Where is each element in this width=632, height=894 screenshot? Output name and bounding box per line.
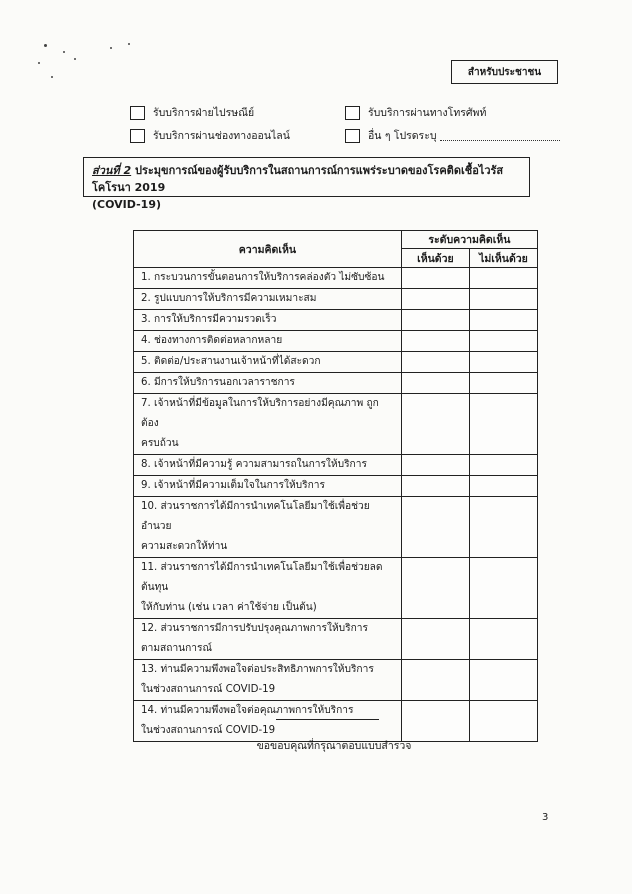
agree-cell[interactable] — [401, 394, 469, 455]
question-cell — [134, 660, 402, 701]
section-heading — [83, 157, 530, 211]
question-cell — [134, 289, 402, 310]
question-cell — [134, 619, 402, 660]
question-text: 10. ส่วนราชการได้มีการนำเทคโนโลยีมาใช้เพื่อช่วยอำนวย — [141, 501, 370, 532]
question-cell — [134, 268, 402, 289]
table-row — [134, 373, 538, 394]
table-row — [134, 331, 538, 352]
channel-label: รับบริการผ่านช่องทางออนไลน์ — [153, 130, 290, 142]
question-text: 8. เจ้าหน้าที่มีความรู้ ความสามารถในการให้บริการ — [141, 459, 367, 470]
other-specify-line[interactable] — [440, 130, 560, 141]
question-text: 3. การให้บริการมีความรวดเร็ว — [141, 314, 277, 325]
question-text: ครบถ้วน — [141, 438, 179, 449]
section-title: ประมุขการณ์ของผู้รับบริการในสถานการณ์การแพร่ระบาดของโรคติดเชื้อไวรัสโคโรนา 2019 — [92, 164, 504, 194]
question-text: 2. รูปแบบการให้บริการมีความเหมาะสม — [141, 293, 317, 304]
agree-header: เห็นด้วย — [401, 249, 469, 268]
section-label: ส่วนที่ 2 — [92, 164, 132, 177]
level-header: ระดับความคิดเห็น — [401, 231, 537, 249]
agree-cell[interactable] — [401, 289, 469, 310]
question-cell — [134, 558, 402, 619]
question-text: 13. ท่านมีความพึงพอใจต่อประสิทธิภาพการให้บริการ — [141, 664, 374, 675]
divider-line — [276, 719, 379, 720]
thanks-text: ขอขอบคุณที่กรุณาตอบแบบสำรวจ — [256, 740, 412, 752]
table-row — [134, 268, 538, 289]
disagree-cell[interactable] — [469, 331, 537, 352]
agree-cell[interactable] — [401, 268, 469, 289]
question-text: 14. ท่านมีความพึงพอใจต่อคุณภาพการให้บริการ — [141, 705, 354, 716]
question-cell — [134, 455, 402, 476]
agree-cell[interactable] — [401, 701, 469, 742]
table-row — [134, 394, 538, 455]
disagree-cell[interactable] — [469, 268, 537, 289]
question-text: 7. เจ้าหน้าที่มีข้อมูลในการให้บริการอย่างมีคุณภาพ ถูกต้อง — [141, 398, 379, 429]
question-text: 6. มีการให้บริการนอกเวลาราชการ — [141, 377, 295, 388]
question-text: ให้กับท่าน (เช่น เวลา ค่าใช้จ่าย เป็นต้น) — [141, 602, 317, 613]
agree-cell[interactable] — [401, 455, 469, 476]
question-text: ตามสถานการณ์ — [141, 643, 212, 654]
question-text: 11. ส่วนราชการได้มีการนำเทคโนโลยีมาใช้เพื่อช่วยลดต้นทุน — [141, 562, 383, 593]
disagree-cell[interactable] — [469, 701, 537, 742]
agree-cell[interactable] — [401, 310, 469, 331]
opinion-table — [133, 230, 538, 742]
disagree-cell[interactable] — [469, 352, 537, 373]
table-row — [134, 310, 538, 331]
disagree-cell[interactable] — [469, 619, 537, 660]
table-row — [134, 558, 538, 619]
question-text: ในช่วงสถานการณ์ COVID-19 — [141, 725, 276, 736]
question-cell — [134, 497, 402, 558]
table-row — [134, 289, 538, 310]
scan-speck — [38, 62, 40, 64]
question-text: 5. ติดต่อ/ประสานงานเจ้าหน้าที่ได้สะดวก — [141, 356, 321, 367]
question-text: 9. เจ้าหน้าที่มีความเต็มใจในการให้บริการ — [141, 480, 325, 491]
scan-speck — [74, 58, 76, 60]
checkbox[interactable] — [130, 106, 145, 120]
agree-cell[interactable] — [401, 476, 469, 497]
question-text: 4. ช่องทางการติดต่อหลากหลาย — [141, 335, 283, 346]
channel-label: อื่น ๆ โปรดระบุ — [368, 130, 437, 142]
agree-cell[interactable] — [401, 619, 469, 660]
channel-option-phone[interactable] — [345, 104, 486, 121]
disagree-cell[interactable] — [469, 394, 537, 455]
disagree-cell[interactable] — [469, 476, 537, 497]
disagree-cell[interactable] — [469, 558, 537, 619]
table-row — [134, 701, 538, 742]
disagree-cell[interactable] — [469, 289, 537, 310]
channel-label: รับบริการฝ่ายไปรษณีย์ — [153, 107, 255, 119]
disagree-cell[interactable] — [469, 373, 537, 394]
disagree-header: ไม่เห็นด้วย — [469, 249, 537, 268]
question-cell — [134, 394, 402, 455]
channel-option-other[interactable] — [345, 127, 560, 144]
agree-cell[interactable] — [401, 352, 469, 373]
question-text: ความสะดวกให้ท่าน — [141, 541, 228, 552]
table-row — [134, 497, 538, 558]
checkbox[interactable] — [130, 129, 145, 143]
question-cell — [134, 310, 402, 331]
question-text: ในช่วงสถานการณ์ COVID-19 — [141, 684, 276, 695]
disagree-cell[interactable] — [469, 660, 537, 701]
opinion-header: ความคิดเห็น — [134, 231, 402, 268]
audience-label: สำหรับประชาชน — [467, 66, 542, 78]
question-text: 12. ส่วนราชการมีการปรับปรุงคุณภาพการให้บริการ — [141, 623, 368, 634]
question-cell — [134, 701, 402, 742]
channel-label: รับบริการผ่านทางโทรศัพท์ — [368, 107, 487, 119]
scan-speck — [44, 44, 47, 47]
page-number: 3 — [542, 812, 549, 823]
table-row — [134, 660, 538, 701]
scan-speck — [128, 43, 130, 45]
agree-cell[interactable] — [401, 660, 469, 701]
section-title-cont: (COVID-19) — [92, 198, 161, 211]
table-row — [134, 476, 538, 497]
scan-speck — [63, 51, 65, 53]
disagree-cell[interactable] — [469, 310, 537, 331]
scan-speck — [51, 76, 53, 78]
table-row — [134, 619, 538, 660]
scan-speck — [110, 47, 112, 49]
question-cell — [134, 373, 402, 394]
question-cell — [134, 476, 402, 497]
audience-label-box — [451, 60, 558, 84]
channel-option-online[interactable] — [130, 127, 290, 144]
disagree-cell[interactable] — [469, 455, 537, 476]
checkbox[interactable] — [345, 129, 360, 143]
question-cell — [134, 352, 402, 373]
agree-cell[interactable] — [401, 558, 469, 619]
checkbox[interactable] — [345, 106, 360, 120]
agree-cell[interactable] — [401, 331, 469, 352]
disagree-cell[interactable] — [469, 497, 537, 558]
question-text: 1. กระบวนการขั้นตอนการให้บริการคล่องตัว ไม่ซับซ้อน — [141, 272, 385, 283]
table-row — [134, 352, 538, 373]
question-cell — [134, 331, 402, 352]
agree-cell[interactable] — [401, 373, 469, 394]
channel-option-post[interactable] — [130, 104, 254, 121]
table-row — [134, 455, 538, 476]
agree-cell[interactable] — [401, 497, 469, 558]
